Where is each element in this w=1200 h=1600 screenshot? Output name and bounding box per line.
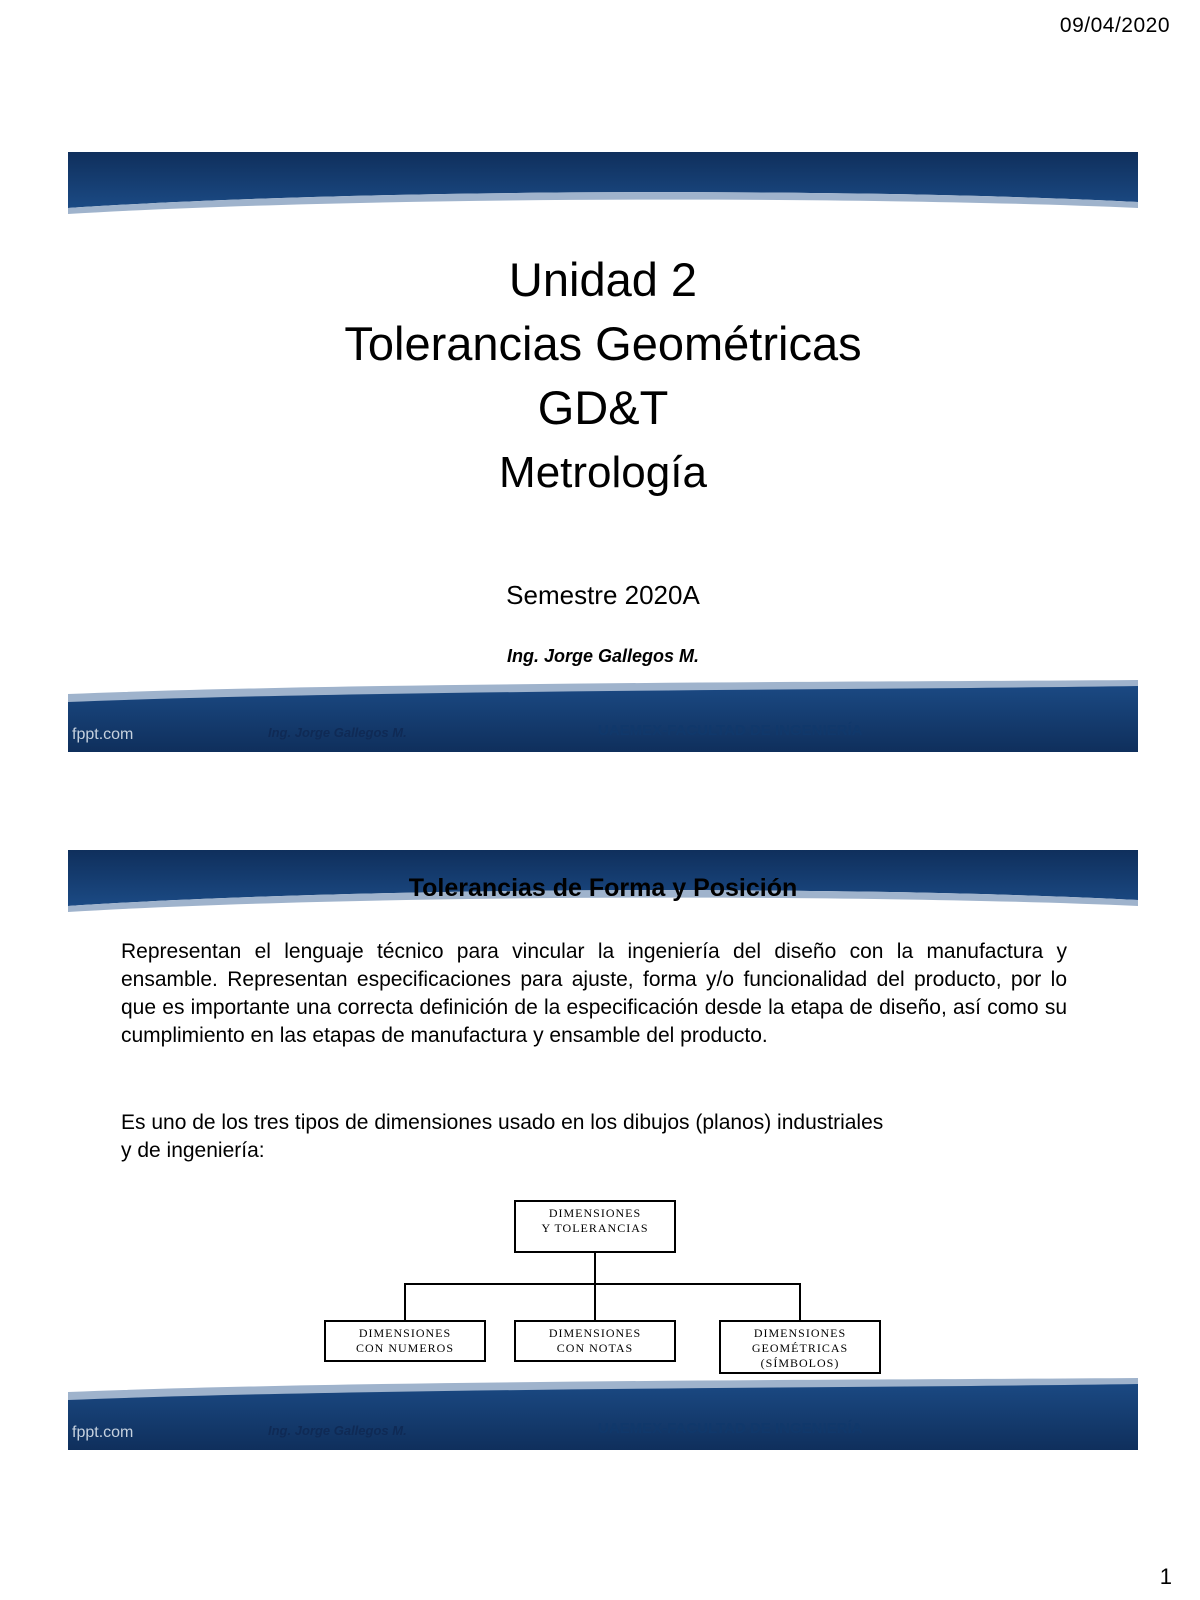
title-line-subject: Metrología: [499, 448, 707, 497]
connector-center: [594, 1283, 596, 1320]
dimension-types-intro-line2: y de ingeniería:: [121, 1139, 265, 1162]
slide-title: [68, 248, 1138, 504]
dimension-types-intro-line1: Es uno de los tres tipos de dimensiones usado en los dibujos (planos) industriales: [121, 1111, 884, 1134]
title-line-topic: Tolerancias Geométricas: [344, 317, 862, 370]
dimensions-tree-diagram: [68, 1180, 1138, 1380]
dimension-types-intro: [121, 1109, 1067, 1165]
connector-horizontal: [404, 1283, 801, 1285]
node-b-line2: CON NOTAS: [556, 1341, 634, 1355]
slide-heading: Tolerancias de Forma y Posición: [408, 874, 798, 902]
node-root-line1: DIMENSIONES: [548, 1206, 642, 1220]
node-notes-dimensions: [514, 1320, 676, 1362]
slide-footer-band: [68, 680, 1138, 752]
title-line-gdt: GD&T: [537, 381, 669, 434]
node-c-line2: GEOMÉTRICAS: [751, 1341, 849, 1355]
footer-institution: UAEMEX-FACULTAD DE INGENIERÍA: [598, 1420, 863, 1437]
slide-header-band: [68, 152, 1138, 224]
author-name: Ing. Jorge Gallegos M.: [506, 646, 700, 666]
fppt-watermark: fppt.com: [72, 1424, 134, 1441]
slide-footer-band: [68, 1378, 1138, 1450]
node-root-line2: Y TOLERANCIAS: [541, 1221, 649, 1235]
connector-right: [799, 1283, 801, 1320]
footer-institution: UAEMEX-FACULTAD DE INGENIERÍA: [598, 722, 863, 739]
title-slide: [68, 152, 1138, 752]
content-slide: [68, 850, 1138, 1450]
node-dimensions-tolerances: [514, 1200, 676, 1253]
fppt-watermark: fppt.com: [72, 726, 134, 743]
node-a-line2: CON NUMEROS: [355, 1341, 454, 1355]
node-geometric-dimensions: [719, 1320, 881, 1374]
node-b-line1: DIMENSIONES: [548, 1326, 642, 1340]
node-c-line3: (SÍMBOLOS): [760, 1356, 840, 1370]
intro-paragraph: Representan el lenguaje técnico para vincular la ingeniería del diseño con la manufactura y ensamble. Representan especificaciones para ajuste, forma y/o funcionalidad del producto, por lo que es importante una correcta definición de la especificación desde la etapa de diseño, así como su cumplimiento en las etapas de manufactura y ensamble del producto.: [121, 940, 1067, 1047]
connector-left: [404, 1283, 406, 1320]
node-numeric-dimensions: [324, 1320, 486, 1362]
title-line-unit: Unidad 2: [508, 253, 698, 306]
footer-author: Ing. Jorge Gallegos M.: [268, 1423, 407, 1438]
node-a-line1: DIMENSIONES: [358, 1326, 452, 1340]
connector-root-down: [594, 1253, 596, 1284]
semester-label: Semestre 2020A: [506, 580, 700, 610]
node-c-line1: DIMENSIONES: [753, 1326, 847, 1340]
footer-author: Ing. Jorge Gallegos M.: [268, 725, 407, 740]
page-date: 09/04/2020: [1059, 14, 1170, 37]
page-number: 1: [1159, 1564, 1172, 1589]
